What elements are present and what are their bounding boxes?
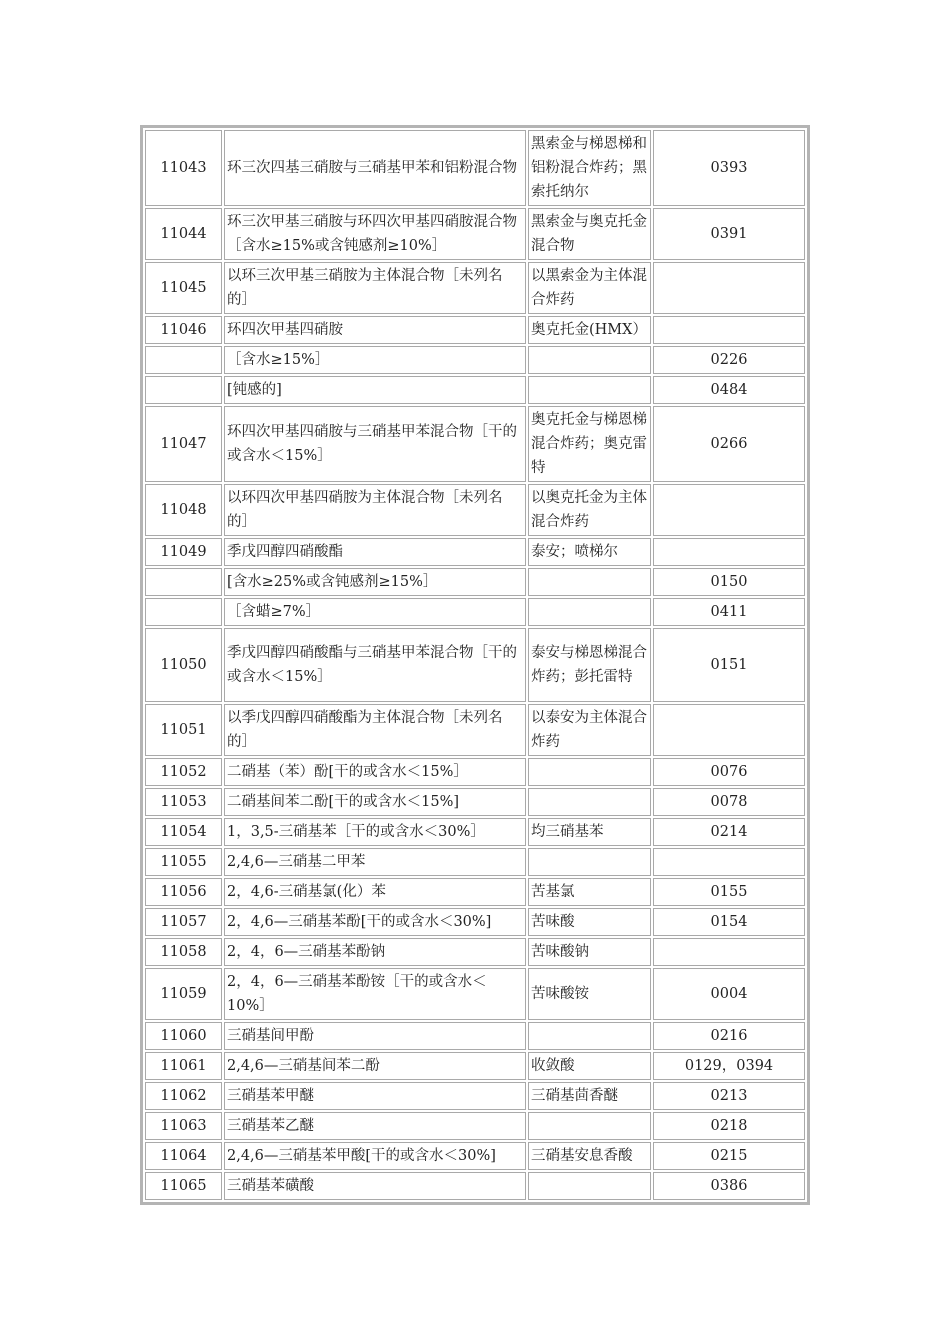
alias-cell: 以泰安为主体混合炸药 bbox=[528, 704, 651, 756]
chemical-name-cell: 2，4,6-三硝基氯(化）苯 bbox=[224, 878, 526, 906]
chemical-name-cell: 环三次四基三硝胺与三硝基甲苯和铝粉混合物 bbox=[224, 130, 526, 206]
row-number-cell: 11045 bbox=[145, 262, 222, 314]
row-number-cell: 11054 bbox=[145, 818, 222, 846]
chemical-name-cell: 环四次甲基四硝胺 bbox=[224, 316, 526, 344]
row-number-cell: 11050 bbox=[145, 628, 222, 702]
table-row bbox=[145, 818, 805, 846]
un-number-cell: 0076 bbox=[653, 758, 805, 786]
alias-cell bbox=[528, 788, 651, 816]
alias-cell bbox=[528, 1112, 651, 1140]
row-number-cell: 11060 bbox=[145, 1022, 222, 1050]
chemical-name-cell: 环三次甲基三硝胺与环四次甲基四硝胺混合物［含水≥15%或含钝感剂≥10%］ bbox=[224, 208, 526, 260]
alias-cell bbox=[528, 376, 651, 404]
chemical-name-cell: 三硝基间甲酚 bbox=[224, 1022, 526, 1050]
table-row bbox=[145, 262, 805, 314]
un-number-cell: 0411 bbox=[653, 598, 805, 626]
un-number-cell: 0391 bbox=[653, 208, 805, 260]
chemical-name-cell: 2，4，6—三硝基苯酚铵［干的或含水＜10%］ bbox=[224, 968, 526, 1020]
table-row bbox=[145, 788, 805, 816]
table-row bbox=[145, 568, 805, 596]
row-number-cell: 11047 bbox=[145, 406, 222, 482]
table-row bbox=[145, 316, 805, 344]
chemical-name-cell: 二硝基（苯）酚[干的或含水＜15%］ bbox=[224, 758, 526, 786]
alias-cell bbox=[528, 568, 651, 596]
un-number-cell: 0154 bbox=[653, 908, 805, 936]
table-row bbox=[145, 848, 805, 876]
chemical-name-cell: 三硝基苯甲醚 bbox=[224, 1082, 526, 1110]
table-row bbox=[145, 538, 805, 566]
table-row bbox=[145, 1052, 805, 1080]
table-row bbox=[145, 1112, 805, 1140]
alias-cell: 泰安；喷梯尔 bbox=[528, 538, 651, 566]
un-number-cell: 0484 bbox=[653, 376, 805, 404]
un-number-cell bbox=[653, 316, 805, 344]
table-row bbox=[145, 376, 805, 404]
alias-cell: 以黑索金为主体混合炸药 bbox=[528, 262, 651, 314]
row-number-cell: 11053 bbox=[145, 788, 222, 816]
un-number-cell bbox=[653, 704, 805, 756]
chemical-name-cell: 季戊四醇四硝酸酯与三硝基甲苯混合物［干的或含水＜15%］ bbox=[224, 628, 526, 702]
table-row bbox=[145, 758, 805, 786]
table-row bbox=[145, 1022, 805, 1050]
row-number-cell bbox=[145, 346, 222, 374]
row-number-cell: 11065 bbox=[145, 1172, 222, 1200]
chemical-name-cell: 2,4,6—三硝基间苯二酚 bbox=[224, 1052, 526, 1080]
alias-cell bbox=[528, 1022, 651, 1050]
row-number-cell: 11063 bbox=[145, 1112, 222, 1140]
alias-cell: 苦味酸铵 bbox=[528, 968, 651, 1020]
table-row bbox=[145, 628, 805, 702]
table-row bbox=[145, 938, 805, 966]
alias-cell: 苦味酸钠 bbox=[528, 938, 651, 966]
un-number-cell bbox=[653, 262, 805, 314]
un-number-cell: 0151 bbox=[653, 628, 805, 702]
alias-cell: 三硝基安息香酸 bbox=[528, 1142, 651, 1170]
un-number-cell: 0218 bbox=[653, 1112, 805, 1140]
chemical-name-cell: [钝感的] bbox=[224, 376, 526, 404]
alias-cell: 泰安与梯恩梯混合炸药；彭托雷特 bbox=[528, 628, 651, 702]
table-row bbox=[145, 968, 805, 1020]
un-number-cell: 0213 bbox=[653, 1082, 805, 1110]
table-row bbox=[145, 346, 805, 374]
chemical-name-cell: [含水≥25%或含钝感剂≥15%］ bbox=[224, 568, 526, 596]
alias-cell: 奥克托金与梯恩梯混合炸药；奥克雷特 bbox=[528, 406, 651, 482]
row-number-cell: 11046 bbox=[145, 316, 222, 344]
chemical-name-cell: ［含蜡≥7%］ bbox=[224, 598, 526, 626]
alias-cell: 收敛酸 bbox=[528, 1052, 651, 1080]
alias-cell: 均三硝基苯 bbox=[528, 818, 651, 846]
table-row bbox=[145, 130, 805, 206]
un-number-cell: 0155 bbox=[653, 878, 805, 906]
row-number-cell: 11058 bbox=[145, 938, 222, 966]
table-row bbox=[145, 598, 805, 626]
table-row bbox=[145, 208, 805, 260]
un-number-cell: 0226 bbox=[653, 346, 805, 374]
row-number-cell: 11055 bbox=[145, 848, 222, 876]
table-row bbox=[145, 908, 805, 936]
chemical-name-cell: ［含水≥15%］ bbox=[224, 346, 526, 374]
row-number-cell: 11056 bbox=[145, 878, 222, 906]
un-number-cell bbox=[653, 848, 805, 876]
row-number-cell: 11051 bbox=[145, 704, 222, 756]
alias-cell bbox=[528, 758, 651, 786]
alias-cell: 苦基氯 bbox=[528, 878, 651, 906]
chemical-name-cell: 以环三次甲基三硝胺为主体混合物［未列名的］ bbox=[224, 262, 526, 314]
un-number-cell: 0215 bbox=[653, 1142, 805, 1170]
table-row bbox=[145, 484, 805, 536]
un-number-cell: 0150 bbox=[653, 568, 805, 596]
chemical-name-cell: 2,4,6—三硝基苯甲酸[干的或含水＜30%] bbox=[224, 1142, 526, 1170]
row-number-cell: 11049 bbox=[145, 538, 222, 566]
chemical-name-cell: 三硝基苯乙醚 bbox=[224, 1112, 526, 1140]
hazardous-goods-table-frame bbox=[140, 125, 810, 1205]
alias-cell: 苦味酸 bbox=[528, 908, 651, 936]
un-number-cell: 0393 bbox=[653, 130, 805, 206]
row-number-cell: 11062 bbox=[145, 1082, 222, 1110]
row-number-cell: 11061 bbox=[145, 1052, 222, 1080]
table-row bbox=[145, 406, 805, 482]
row-number-cell: 11048 bbox=[145, 484, 222, 536]
un-number-cell: 0266 bbox=[653, 406, 805, 482]
alias-cell: 以奥克托金为主体混合炸药 bbox=[528, 484, 651, 536]
row-number-cell: 11057 bbox=[145, 908, 222, 936]
chemical-name-cell: 环四次甲基四硝胺与三硝基甲苯混合物［干的或含水＜15%］ bbox=[224, 406, 526, 482]
un-number-cell bbox=[653, 538, 805, 566]
chemical-name-cell: 2,4,6—三硝基二甲苯 bbox=[224, 848, 526, 876]
alias-cell: 奥克托金(HMX） bbox=[528, 316, 651, 344]
chemical-name-cell: 2，4,6—三硝基苯酚[干的或含水＜30%] bbox=[224, 908, 526, 936]
alias-cell bbox=[528, 598, 651, 626]
row-number-cell: 11043 bbox=[145, 130, 222, 206]
table-body bbox=[145, 130, 805, 1200]
row-number-cell: 11059 bbox=[145, 968, 222, 1020]
alias-cell: 三硝基茴香醚 bbox=[528, 1082, 651, 1110]
un-number-cell bbox=[653, 938, 805, 966]
chemical-name-cell: 以季戊四醇四硝酸酯为主体混合物［未列名的］ bbox=[224, 704, 526, 756]
alias-cell bbox=[528, 346, 651, 374]
un-number-cell: 0078 bbox=[653, 788, 805, 816]
hazardous-goods-table bbox=[143, 128, 807, 1202]
un-number-cell: 0129，0394 bbox=[653, 1052, 805, 1080]
un-number-cell: 0004 bbox=[653, 968, 805, 1020]
table-row bbox=[145, 878, 805, 906]
un-number-cell bbox=[653, 484, 805, 536]
chemical-name-cell: 以环四次甲基四硝胺为主体混合物［未列名的］ bbox=[224, 484, 526, 536]
alias-cell bbox=[528, 1172, 651, 1200]
chemical-name-cell: 1，3,5-三硝基苯［干的或含水＜30%］ bbox=[224, 818, 526, 846]
un-number-cell: 0216 bbox=[653, 1022, 805, 1050]
table-row bbox=[145, 1172, 805, 1200]
table-row bbox=[145, 1082, 805, 1110]
row-number-cell bbox=[145, 568, 222, 596]
alias-cell: 黑索金与梯恩梯和铝粉混合炸药；黑索托纳尔 bbox=[528, 130, 651, 206]
table-row bbox=[145, 704, 805, 756]
row-number-cell bbox=[145, 598, 222, 626]
un-number-cell: 0214 bbox=[653, 818, 805, 846]
row-number-cell: 11044 bbox=[145, 208, 222, 260]
chemical-name-cell: 三硝基苯磺酸 bbox=[224, 1172, 526, 1200]
row-number-cell: 11064 bbox=[145, 1142, 222, 1170]
alias-cell bbox=[528, 848, 651, 876]
row-number-cell bbox=[145, 376, 222, 404]
chemical-name-cell: 二硝基间苯二酚[干的或含水＜15%] bbox=[224, 788, 526, 816]
chemical-name-cell: 2，4，6—三硝基苯酚钠 bbox=[224, 938, 526, 966]
table-row bbox=[145, 1142, 805, 1170]
row-number-cell: 11052 bbox=[145, 758, 222, 786]
un-number-cell: 0386 bbox=[653, 1172, 805, 1200]
chemical-name-cell: 季戊四醇四硝酸酯 bbox=[224, 538, 526, 566]
alias-cell: 黑索金与奥克托金混合物 bbox=[528, 208, 651, 260]
